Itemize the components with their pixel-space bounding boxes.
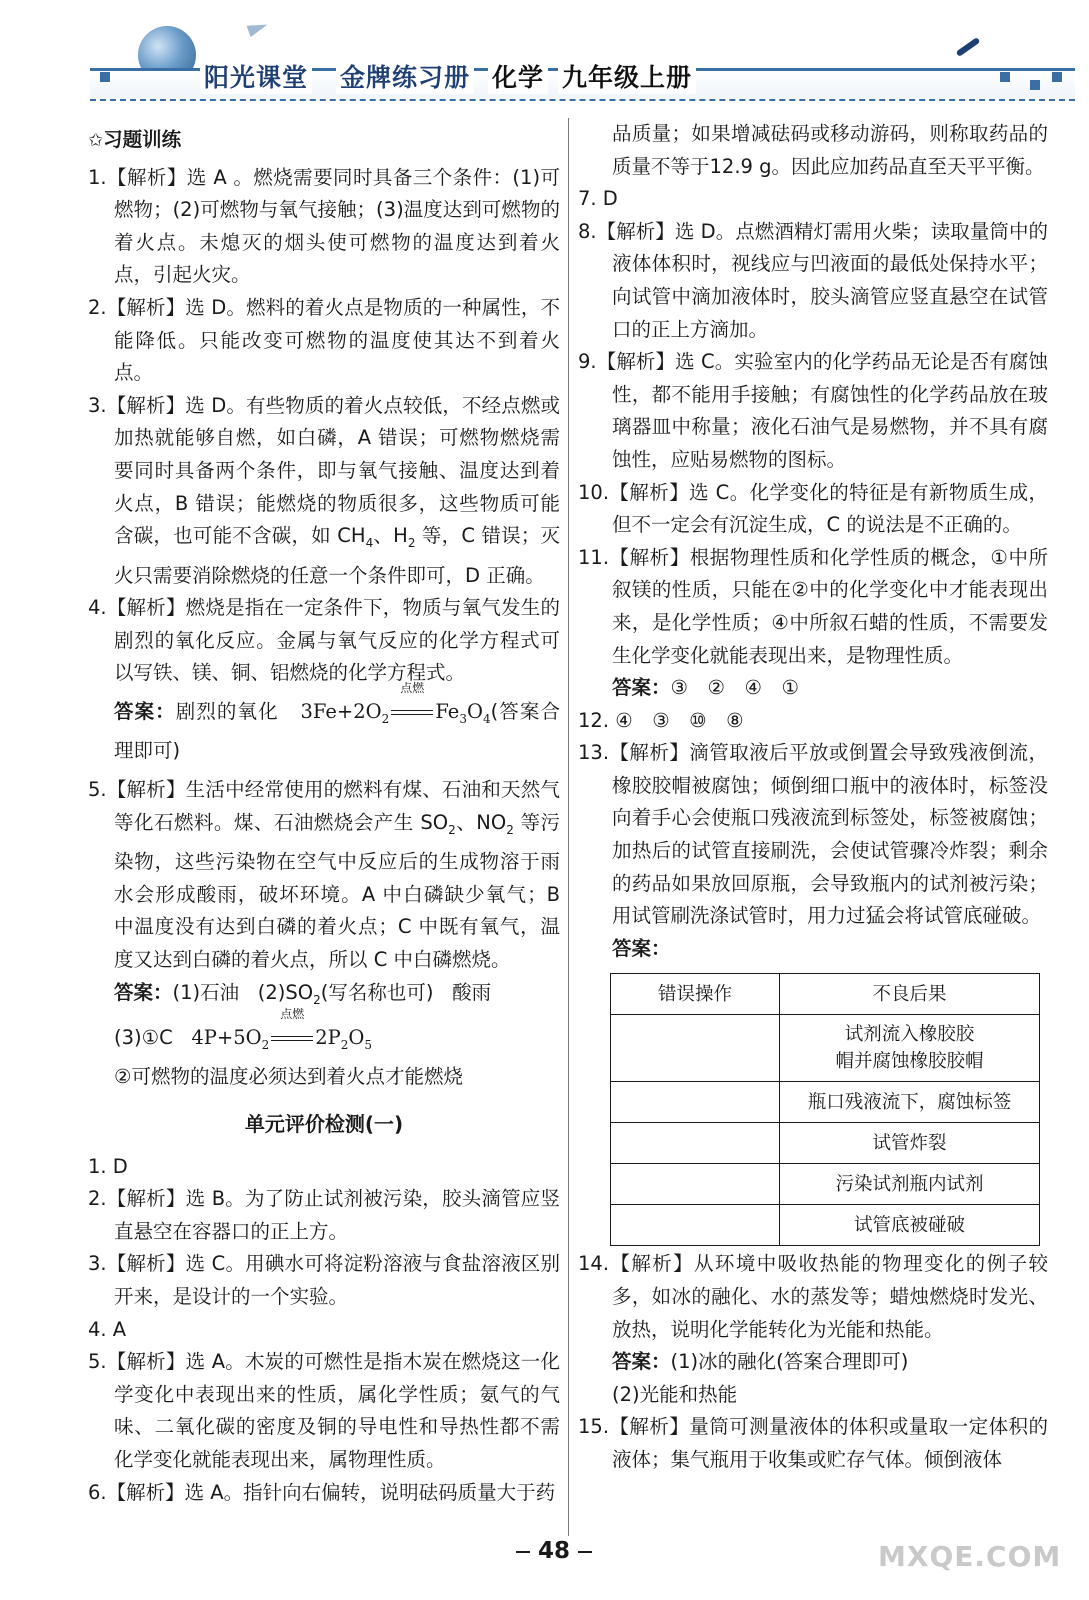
answer-line: 答案：剧烈的氧化 $3Fe+2O_2$ 点燃 $Fe_3O_4$(答案合理即可) [114, 680, 560, 763]
banner-square-icon [1000, 72, 1010, 82]
unit-title: 单元评价检测(一) [244, 1112, 404, 1137]
answer-item: 13.【解析】滴管取液后平放或倒置会导致残液倒流，橡胶胶帽被腐蚀；倾倒细口瓶中的液体时，标签没向着手心会使瓶口残液流到标签处，标签被腐蚀；加热后的试管直接刷洗，会使试管骤冷炸裂；剩余的药品如果放回原瓶，会导致瓶内的试剂被污染；用试管刷洗涤试管时，用力过猛会将试管底碰破。 [578, 741, 1048, 928]
table-cell: 瓶口残液流下，腐蚀标签 [780, 1082, 1040, 1123]
answer-item: 8.【解析】选 D。点燃酒精灯需用火柴；读取量筒中的液体体积时，视线应与凹液面的最低处保持水平；向试管中滴加液体时，胶头滴管应竖直悬空在试管口的正上方滴加。 [578, 219, 1048, 341]
column-divider [568, 118, 569, 1536]
table-cell [611, 1123, 780, 1164]
header-grade: 九年级上册 [558, 58, 696, 94]
answer-item: 1.【解析】选 A 。燃烧需要同时具备三个条件：(1)可燃物；(2)可燃物与氧气接触；(3)温度达到可燃物的着火点。未熄灭的烟头使可燃物的温度达到着火点，引起火灾。 [88, 165, 560, 287]
answer-line: 答案：(1)冰的融化(答案合理即可) [612, 1350, 909, 1374]
table-cell [611, 1164, 780, 1205]
table-cell: 污染试剂瓶内试剂 [780, 1164, 1040, 1205]
table-header-cell: 不良后果 [780, 974, 1040, 1015]
table-cell: 试管炸裂 [780, 1123, 1040, 1164]
pen-stroke-icon [956, 37, 981, 57]
table-row [611, 1123, 1040, 1164]
page-header [0, 0, 1089, 110]
banner-square-icon [1030, 80, 1040, 90]
paper-plane-icon [247, 19, 270, 37]
banner-square-icon [1052, 72, 1062, 82]
answer-item: 6.【解析】选 A。指针向右偏转，说明砝码质量大于药 [88, 1480, 556, 1504]
answer-item: 10.【解析】选 C。化学变化的特征是有新物质生成，但不一定会有沉淀生成，C 的说法是不正确的。 [578, 480, 1048, 537]
answer-line: (3)①C $4P+5O_2$ 点燃 $2P_2O_5$ [114, 1007, 373, 1052]
answer-line: 答案： [612, 936, 671, 960]
answer-continuation: 品质量；如果增减砝码或移动游码，则称取药品的质量不等于12.9 g。因此应加药品直至天平平衡。 [612, 122, 1048, 178]
answer-item: 3.【解析】选 D。有些物质的着火点较低，不经点燃或加热就能够自燃，如白磷，A 错误；可燃物燃烧需要同时具备两个条件，即与氧气接触、温度达到着火点，B 错误；能燃烧的物质很多，这些物质可能含碳，也可能不含碳，如 $CH_4$、$H_2$ 等，C 错误；灭火只需要消除燃烧的任意一个条件即可，D 正确。 [88, 393, 560, 587]
answer-item: 12. ④ ③ ⑩ ⑧ [578, 708, 744, 732]
answer-item: 2.【解析】选 B。为了防止试剂被污染，胶头滴管应竖直悬空在容器口的正上方。 [88, 1187, 560, 1243]
answer-item: 15.【解析】量筒可测量液体的体积或量取一定体积的液体；集气瓶用于收集或贮存气体。倾倒液体 [578, 1415, 1048, 1471]
answer-item: 1. D [88, 1154, 128, 1178]
answer-item: 4. A [88, 1317, 127, 1341]
right-column [578, 118, 1048, 1477]
answer-item: 5.【解析】选 A。木炭的可燃性是指木炭在燃烧这一化学变化中表现出来的性质，属化学性质；氨气的气味、二氧化碳的密度及铜的导电性和导热性都不需化学变化就能表现出来，属物理性质。 [88, 1350, 560, 1472]
chemical-equation: $4P+5O_2$ 点燃 $2P_2O_5$ [191, 1007, 373, 1052]
left-column [88, 118, 560, 1509]
star-icon: ✩ [88, 130, 104, 151]
header-subject: 化学 [488, 58, 548, 94]
answer-item: 14.【解析】从环境中吸收热能的物理变化的例子较多，如冰的融化、水的蒸发等；蜡烛燃烧时发光、放热，说明化学能转化为光能和热能。 [578, 1252, 1048, 1341]
answer-item: 9.【解析】选 C。实验室内的化学药品无论是否有腐蚀性，都不能用手接触；有腐蚀性的化学药品放在玻璃器皿中称量；液化石油气是易燃物，并不具有腐蚀性，应贴易燃物的图标。 [578, 350, 1048, 471]
section-heading: ✩习题训练 [88, 128, 182, 151]
table-header-cell: 错误操作 [611, 974, 780, 1015]
answer-item: 4.【解析】燃烧是指在一定条件下，物质与氧气发生的剧烈的氧化反应。金属与氧气反应的化学方程式可以写铁、镁、铜、铝燃烧的化学方程式。 [88, 596, 560, 685]
answer-table [610, 973, 1040, 1246]
table-row [611, 1205, 1040, 1246]
page-number: 48 [508, 1538, 600, 1564]
table-row [611, 1164, 1040, 1205]
table-cell [611, 1082, 780, 1123]
answer-line: (2)光能和热能 [612, 1382, 738, 1406]
table-cell [611, 1015, 780, 1082]
answer-item: 3.【解析】选 C。用碘水可将淀粉溶液与食盐溶液区别开来，是设计的一个实验。 [88, 1252, 560, 1309]
watermark: MXQE.COM [878, 1540, 1062, 1573]
banner-square-icon [100, 72, 110, 82]
table-row [611, 1015, 1040, 1082]
table-cell: 试管底被碰破 [780, 1205, 1040, 1246]
answer-line: ②可燃物的温度必须达到着火点才能燃烧 [114, 1065, 463, 1089]
answer-line: 答案：(1)石油 $(2)SO_2$(写名称也可) 酸雨 [114, 980, 492, 1007]
chemical-equation: $3Fe+2O_2$ 点燃 $Fe_3O_4$ [300, 680, 491, 726]
header-brand: 阳光课堂 [200, 58, 312, 94]
answer-line: 答案：③ ② ④ ① [612, 676, 799, 700]
answer-item: 2.【解析】选 D。燃料的着火点是物质的一种属性，不能降低。只能改变可燃物的温度使其达不到着火点。 [88, 295, 560, 385]
answer-item: 11.【解析】根据物理性质和化学性质的概念，①中所叙镁的性质，只能在②中的化学变化中才能表现出来，是化学性质；④中所叙石蜡的性质，不需要发生化学变化就能表现出来，是物理性质。 [578, 545, 1048, 667]
header-series: 金牌练习册 [336, 58, 474, 94]
table-header-row [611, 974, 1040, 1015]
table-cell: 试剂流入橡胶胶 帽并腐蚀橡胶胶帽 [780, 1015, 1040, 1082]
answer-item: 5.【解析】生活中经常使用的燃料有煤、石油和天然气等化石燃料。煤、石油燃烧会产生 $SO_2$、$NO_2$ 等污染物，这些污染物在空气中反应后的生成物溶于雨水会形成酸雨，破坏环境。A 中白磷缺少氧气；B 中温度没有达到白磷的着火点；C 中既有氧气，温度又达到白磷的着火点，所以 C 中白磷燃烧。 [88, 778, 560, 971]
table-row [611, 1082, 1040, 1123]
table-cell [611, 1205, 780, 1246]
answer-item: 7. D [578, 187, 618, 211]
